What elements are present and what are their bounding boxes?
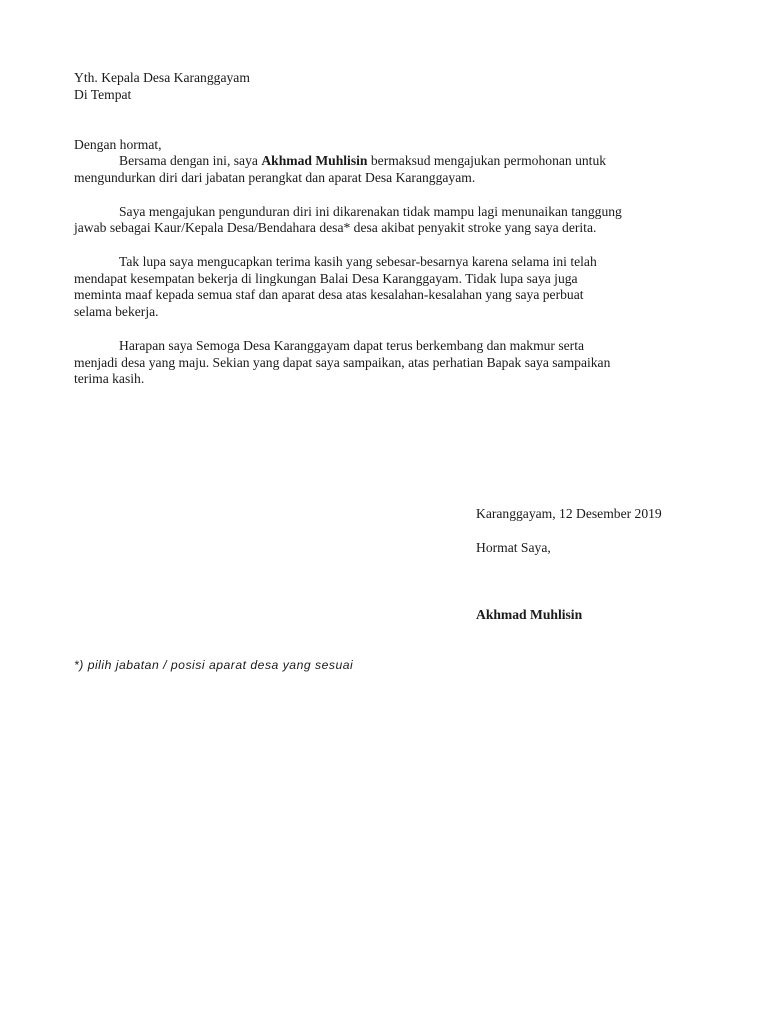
paragraph-2-line-1: Saya mengajukan pengunduran diri ini dikarenakan tidak mampu lagi menunaikan tanggung [119, 204, 622, 219]
paragraph-1-prefix: Bersama dengan ini, saya [119, 153, 262, 168]
salutation: Dengan hormat, [74, 137, 162, 152]
paragraph-3-line-1: Tak lupa saya mengucapkan terima kasih yang sebesar-besarnya karena selama ini telah [119, 254, 597, 269]
signer-name: Akhmad Muhlisin [476, 607, 583, 622]
paragraph-3-line-3: meminta maaf kepada semua staf dan aparat desa atas kesalahan-kesalahan yang saya perbuat [74, 287, 584, 302]
recipient-line-2: Di Tempat [74, 87, 132, 102]
paragraph-3-line-2: mendapat kesempatan bekerja di lingkungan Balai Desa Karanggayam. Tidak lupa saya juga [74, 271, 578, 286]
sender-name-inline: Akhmad Muhlisin [261, 153, 368, 168]
footnote: *) pilih jabatan / posisi aparat desa yang sesuai [74, 658, 354, 672]
paragraph-1-suffix: bermaksud mengajukan permohonan untuk [367, 153, 607, 168]
paragraph-3-line-4: selama bekerja. [74, 304, 159, 319]
recipient-line-1: Yth. Kepala Desa Karanggayam [74, 70, 250, 85]
paragraph-1-line-1 [119, 153, 606, 169]
place-date: Karanggayam, 12 Desember 2019 [476, 506, 662, 521]
paragraph-4-line-3: terima kasih. [74, 371, 145, 386]
paragraph-4-line-2: menjadi desa yang maju. Sekian yang dapat saya sampaikan, atas perhatian Bapak saya sampaikan [74, 355, 611, 370]
paragraph-2-line-2: jawab sebagai Kaur/Kepala Desa/Bendahara desa* desa akibat penyakit stroke yang saya derita. [74, 220, 597, 235]
paragraph-1-line-2: mengundurkan diri dari jabatan perangkat dan aparat Desa Karanggayam. [74, 170, 476, 185]
paragraph-4-line-1: Harapan saya Semoga Desa Karanggayam dapat terus berkembang dan makmur serta [119, 338, 585, 353]
closing: Hormat Saya, [476, 540, 551, 555]
